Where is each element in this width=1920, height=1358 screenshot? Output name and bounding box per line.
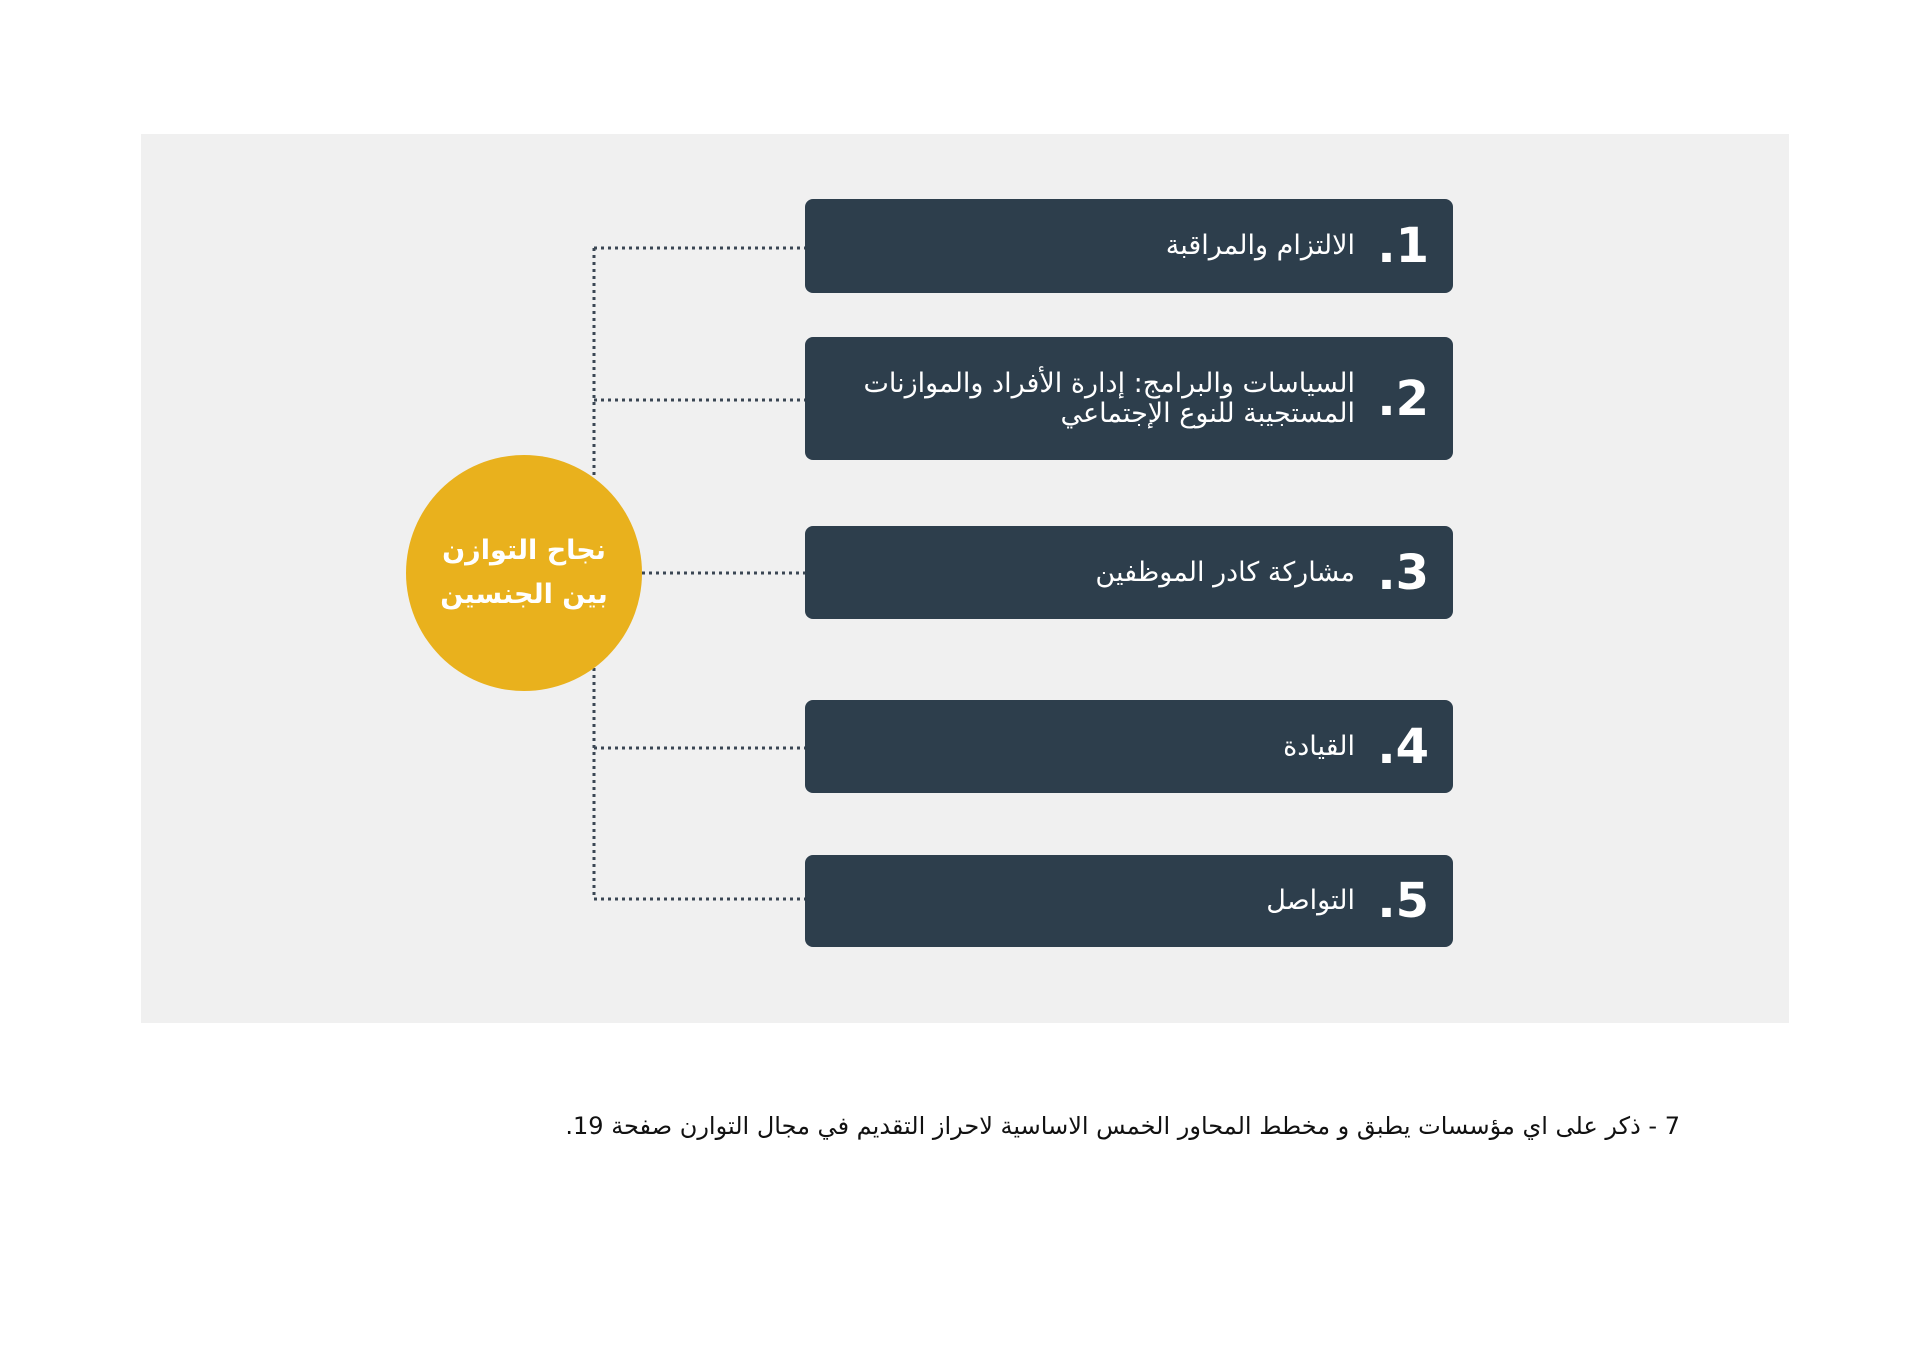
- central-hub-circle: [406, 455, 642, 691]
- figure-caption: 7 - ذكر على اي مؤسسات يطبق و مخطط المحاور الخمس الاساسية لاحراز التقديم في مجال التوارن صفحة 19.: [565, 1112, 1680, 1140]
- pillar-box-3: [805, 526, 1453, 619]
- hub-title-line-1: نجاح التوازن: [442, 535, 606, 566]
- pillar-label-4: القيادة: [1283, 730, 1355, 762]
- hub-title-line-2: بين الجنسين: [440, 579, 608, 610]
- pillar-label-2: السياسات والبرامج: إدارة الأفراد والموازنات المستجيبة للنوع الإجتماعي: [863, 367, 1355, 429]
- pillar-number-3: .3: [1377, 544, 1429, 601]
- pillar-label-5: التواصل: [1266, 885, 1355, 916]
- pillar-number-1: .1: [1377, 218, 1429, 274]
- pillar-number-2: .2: [1377, 370, 1429, 427]
- pillar-box-1: [805, 199, 1453, 293]
- pillar-box-5: [805, 855, 1453, 947]
- pillar-number-4: .4: [1377, 718, 1429, 775]
- pillar-label-1: الالتزام والمراقبة: [1165, 230, 1355, 261]
- pillar-box-4: [805, 700, 1453, 793]
- pillar-number-5: .5: [1377, 873, 1429, 929]
- pillar-box-2: [805, 337, 1453, 460]
- pillar-label-3: مشاركة كادر الموظفين: [1095, 556, 1355, 588]
